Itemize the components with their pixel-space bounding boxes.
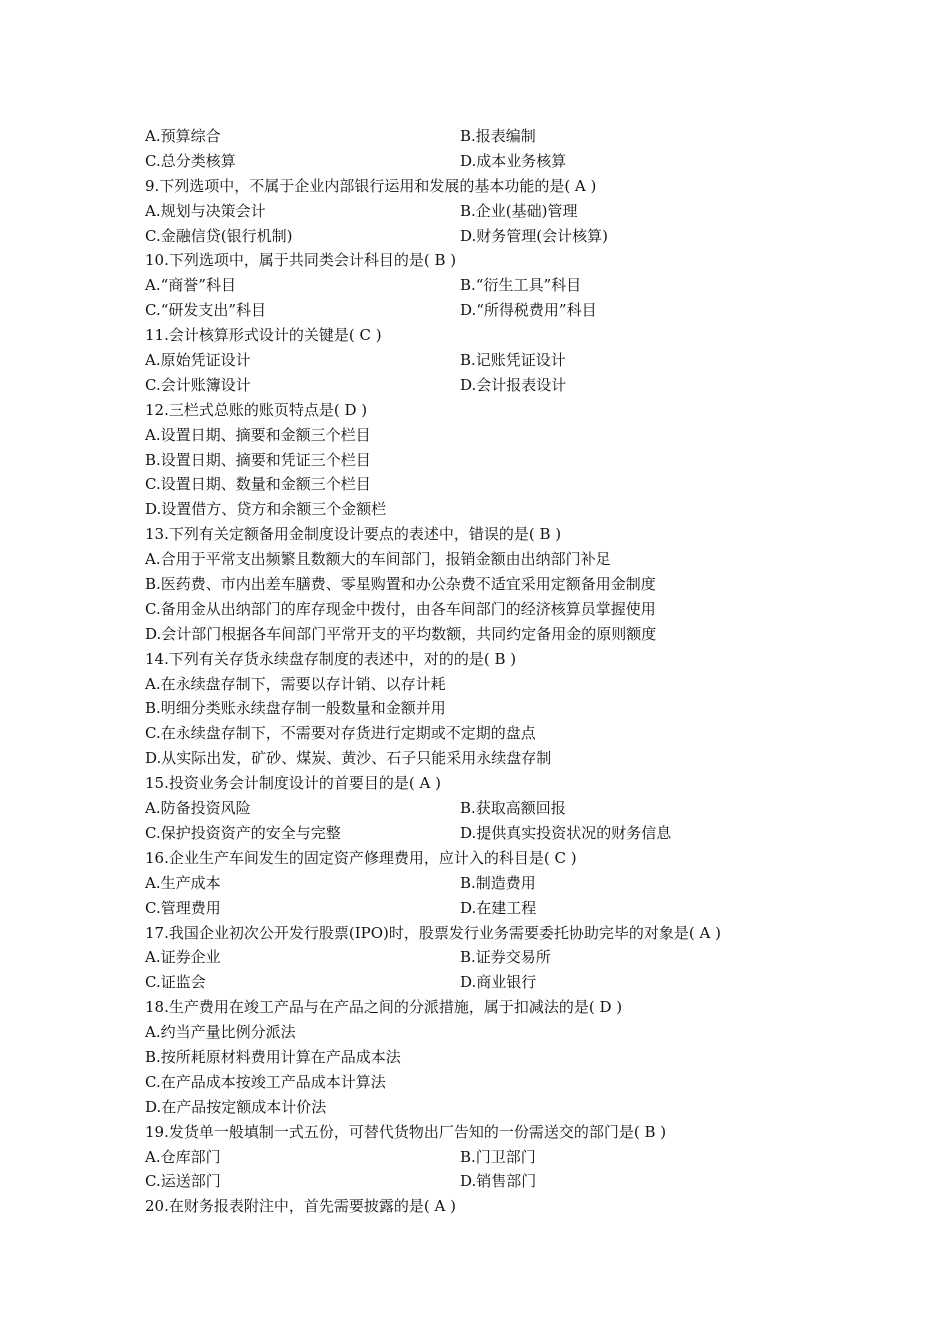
option-right: D.会计报表设计 [460, 375, 567, 394]
option-right: D.“所得税费用”科目 [460, 301, 597, 320]
option-line: A.合用于平常支出频繁且数额大的车间部门，报销金额由出纳部门补足 [145, 550, 611, 569]
option-line: C.设置日期、数量和金额三个栏目 [145, 475, 371, 494]
question-text: 11.会计核算形式设计的关键是( C ) [145, 326, 382, 345]
option-line: D.设置借方、贷方和余额三个金额栏 [145, 500, 387, 519]
option-line: B.设置日期、摘要和凭证三个栏目 [145, 450, 371, 469]
option-line: B.医药费、市内出差车膳费、零星购置和办公杂费不适宜采用定额备用金制度 [145, 575, 656, 594]
option-right: B.制造费用 [460, 873, 536, 892]
option-line: A.设置日期、摘要和金额三个栏目 [145, 425, 371, 444]
option-right: D.提供真实投资状况的财务信息 [460, 823, 672, 842]
option-right: D.财务管理(会计核算) [460, 226, 608, 245]
question-text: 14.下列有关存货永续盘存制度的表述中，对的的是( B ) [145, 649, 517, 668]
option-left: A.生产成本 [145, 873, 221, 892]
option-line: D.从实际出发，矿砂、煤炭、黄沙、石子只能采用永续盘存制 [145, 749, 552, 768]
question-text: 12.三栏式总账的账页特点是( D ) [145, 400, 368, 419]
option-line: A.在永续盘存制下，需要以存计销、以存计耗 [145, 674, 446, 693]
question-text: 20.在财务报表附注中，首先需要披露的是( A ) [145, 1197, 456, 1216]
option-right: D.在建工程 [460, 898, 537, 917]
option-line: C.在永续盘存制下，不需要对存货进行定期或不定期的盘点 [145, 724, 536, 743]
option-row [145, 348, 825, 373]
question-text: 19.发货单一般填制一式五份，可替代货物出厂告知的一份需送交的部门是( B ) [145, 1122, 667, 1141]
option-row [145, 945, 825, 970]
option-left: A.预算综合 [145, 127, 221, 145]
option-line: A.约当产量比例分派法 [145, 1023, 296, 1042]
option-left: A.仓库部门 [145, 1147, 221, 1166]
option-row [145, 1169, 825, 1194]
option-line: B.明细分类账永续盘存制一般数量和金额并用 [145, 699, 446, 718]
option-row [145, 124, 825, 149]
option-left: C.管理费用 [145, 898, 221, 917]
question-text: 15.投资业务会计制度设计的首要目的是( A ) [145, 774, 441, 793]
option-left: A.证券企业 [145, 948, 221, 967]
option-left: C.保护投资资产的安全与完整 [145, 823, 341, 842]
option-row [145, 821, 825, 846]
option-row [145, 149, 825, 174]
option-row [145, 871, 825, 896]
option-row [145, 970, 825, 995]
option-right: B.记账凭证设计 [460, 351, 566, 370]
question-text: 10.下列选项中，属于共同类会计科目的是( B ) [145, 251, 457, 270]
option-right: D.销售部门 [460, 1172, 537, 1191]
option-line: D.会计部门根据各车间部门平常开支的平均数额，共同约定备用金的原则额度 [145, 624, 657, 643]
option-row [145, 796, 825, 821]
option-row [145, 896, 825, 921]
option-left: C.运送部门 [145, 1172, 221, 1191]
option-line: C.备用金从出纳部门的库存现金中拨付，由各车间部门的经济核算员掌握使用 [145, 599, 656, 618]
question-text: 9.下列选项中，不属于企业内部银行运用和发展的基本功能的是( A ) [145, 176, 597, 195]
option-row [145, 1145, 825, 1170]
option-right: B.证券交易所 [460, 948, 551, 967]
option-row [145, 373, 825, 398]
question-text: 17.我国企业初次公开发行股票(IPO)时，股票发行业务需要委托协助完毕的对象是( A ) [145, 923, 721, 942]
option-line: B.按所耗原材料费用计算在产品成本法 [145, 1047, 401, 1066]
option-row [145, 199, 825, 224]
option-right: B.门卫部门 [460, 1147, 536, 1166]
option-line: D.在产品按定额成本计价法 [145, 1097, 327, 1116]
exam-questions [145, 124, 825, 1219]
option-left: A.“商誉”科目 [145, 276, 236, 295]
option-right: D.成本业务核算 [460, 151, 567, 170]
option-row [145, 298, 825, 323]
option-left: A.原始凭证设计 [145, 351, 251, 370]
question-text: 16.企业生产车间发生的固定资产修理费用，应计入的科目是( C ) [145, 848, 577, 867]
option-left: C.金融信贷(银行机制) [145, 226, 293, 245]
option-line: C.在产品成本按竣工产品成本计算法 [145, 1072, 386, 1091]
option-left: A.规划与决策会计 [145, 201, 266, 220]
option-left: C.证监会 [145, 973, 206, 992]
option-left: A.防备投资风险 [145, 799, 251, 818]
option-right: D.商业银行 [460, 973, 537, 992]
option-row [145, 224, 825, 249]
question-text: 18.生产费用在竣工产品与在产品之间的分派措施，属于扣减法的是( D ) [145, 998, 623, 1017]
option-right: B.报表编制 [460, 127, 536, 145]
question-text: 13.下列有关定额备用金制度设计要点的表述中，错误的是( B ) [145, 525, 562, 544]
option-right: B.企业(基础)管理 [460, 201, 578, 220]
option-right: B.获取高额回报 [460, 799, 566, 818]
option-right: B.“衍生工具”科目 [460, 276, 582, 295]
option-left: C.会计账簿设计 [145, 375, 251, 394]
option-row [145, 273, 825, 298]
option-left: C.“研发支出”科目 [145, 301, 267, 320]
option-left: C.总分类核算 [145, 151, 236, 170]
